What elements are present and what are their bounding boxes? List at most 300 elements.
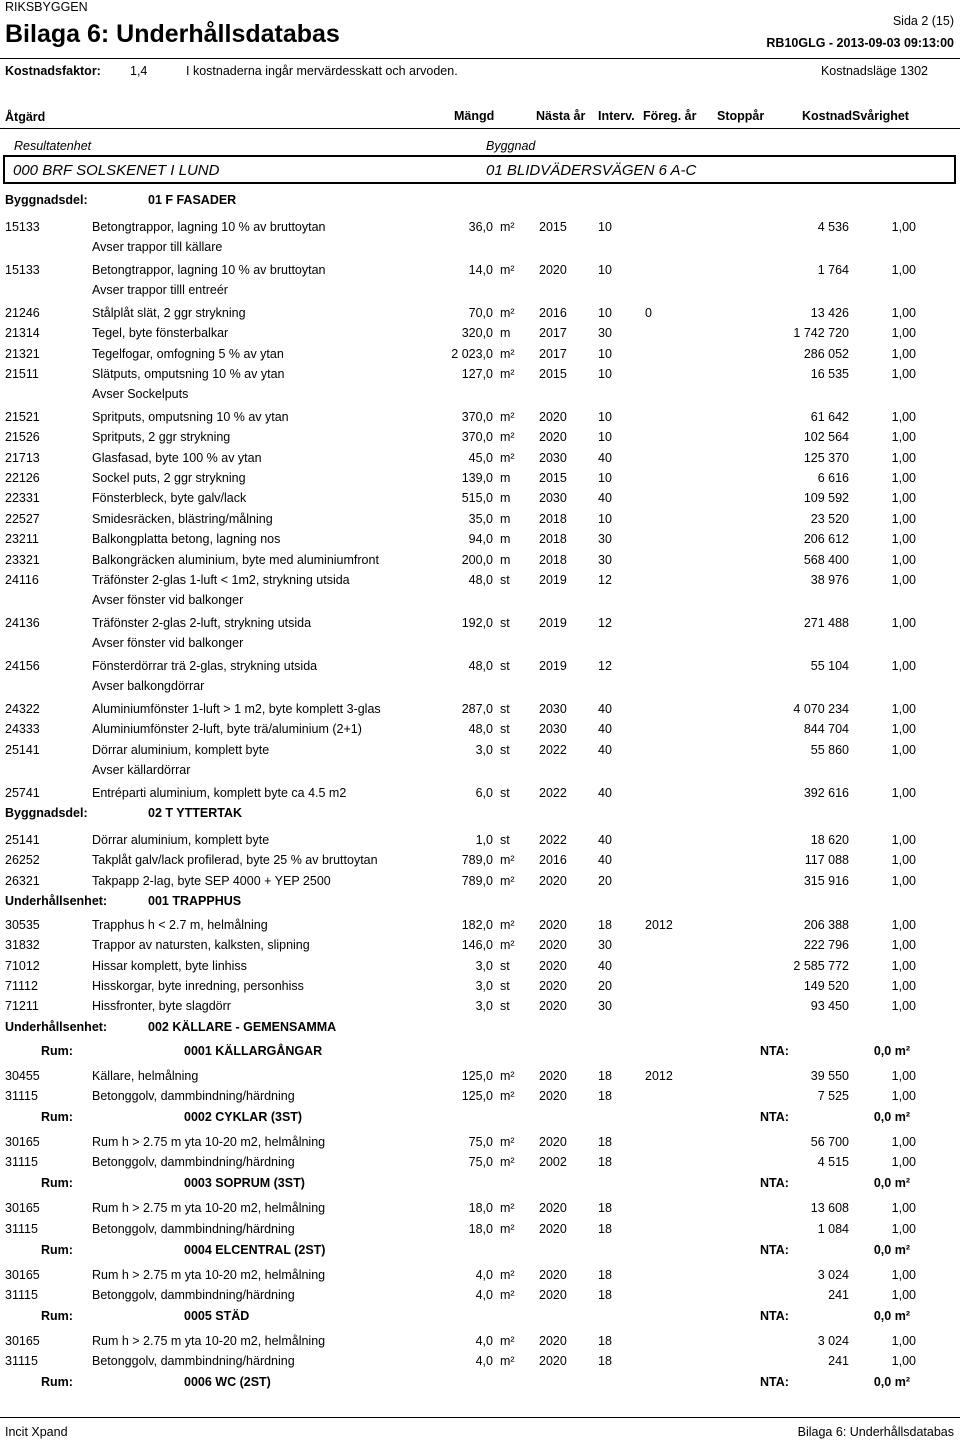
row-interval: 40: [598, 702, 612, 716]
room-value: 0004 ELCENTRAL (2ST): [184, 1243, 326, 1257]
room-value: 0001 KÄLLARGÅNGAR: [184, 1044, 323, 1058]
row-interval: 10: [598, 367, 612, 381]
row-description: Balkongplatta betong, lagning nos: [92, 532, 281, 546]
row-quantity: 515,0: [461, 491, 493, 505]
row-quantity: 75,0: [468, 1155, 493, 1169]
row-cost: 241: [828, 1354, 849, 1368]
row-previous-year: 2012: [645, 918, 673, 932]
row-next-year: 2020: [539, 1222, 567, 1236]
row-interval: 20: [598, 874, 612, 888]
row-code: 30455: [5, 1069, 40, 1083]
row-code: 21321: [5, 347, 40, 361]
row-quantity: 3,0: [475, 979, 493, 993]
row-cost: 1 764: [817, 263, 849, 277]
row-unit: m²: [500, 1069, 515, 1083]
table-row: [0, 1222, 960, 1242]
table-row: [0, 326, 960, 346]
row-interval: 10: [598, 306, 612, 320]
table-row: [0, 306, 960, 326]
row-unit: m²: [500, 1201, 515, 1215]
row-quantity: 94,0: [468, 532, 493, 546]
row-note: [0, 679, 960, 699]
row-difficulty: 1,00: [891, 1268, 916, 1282]
row-note-text: Avser Sockelputs: [92, 387, 189, 401]
row-unit: m²: [500, 853, 515, 867]
row-quantity: 3,0: [475, 999, 493, 1013]
row-difficulty: 1,00: [891, 743, 916, 757]
row-quantity: 127,0: [461, 367, 493, 381]
table-row: [0, 1268, 960, 1288]
row-cost: 125 370: [803, 451, 849, 465]
row-code: 22126: [5, 471, 40, 485]
row-unit: st: [500, 722, 510, 736]
row-quantity: 182,0: [461, 918, 493, 932]
row-unit: st: [500, 616, 510, 630]
page-number: Sida 2 (15): [892, 14, 954, 28]
row-note-text: Avser källardörrar: [92, 763, 191, 777]
row-next-year: 2017: [539, 347, 567, 361]
row-difficulty: 1,00: [891, 1069, 916, 1083]
room-nta-value: 0,0 m²: [873, 1110, 910, 1124]
col-atgard: Åtgärd: [5, 110, 46, 124]
row-unit: st: [500, 999, 510, 1013]
row-interval: 20: [598, 979, 612, 993]
kostnadslage: Kostnadsläge 1302: [820, 64, 928, 78]
col-interv: Interv.: [598, 109, 635, 123]
row-difficulty: 1,00: [891, 1288, 916, 1302]
row-description: Slätputs, omputsning 10 % av ytan: [92, 367, 285, 381]
row-cost: 18 620: [810, 833, 849, 847]
row-cost: 55 860: [810, 743, 849, 757]
row-next-year: 2016: [539, 853, 567, 867]
row-unit: m²: [500, 347, 515, 361]
row-unit: m²: [500, 410, 515, 424]
row-next-year: 2019: [539, 573, 567, 587]
row-code: 21314: [5, 326, 40, 340]
row-difficulty: 1,00: [891, 326, 916, 340]
row-interval: 18: [598, 1354, 612, 1368]
row-unit: st: [500, 979, 510, 993]
row-code: 23211: [5, 532, 39, 546]
row-interval: 10: [598, 263, 612, 277]
table-row: [0, 938, 960, 958]
row-interval: 18: [598, 1268, 612, 1282]
row-interval: 40: [598, 491, 612, 505]
row-cost: 844 704: [803, 722, 849, 736]
table-row: [0, 979, 960, 999]
col-resultatenhet: Resultatenhet: [14, 139, 92, 153]
row-quantity: 14,0: [468, 263, 493, 277]
row-unit: m: [500, 471, 511, 485]
row-difficulty: 1,00: [891, 959, 916, 973]
row-cost: 241: [828, 1288, 849, 1302]
row-code: 24322: [5, 702, 40, 716]
row-difficulty: 1,00: [891, 347, 916, 361]
row-difficulty: 1,00: [891, 918, 916, 932]
table-row: [0, 743, 960, 763]
row-code: 22527: [5, 512, 40, 526]
table-row: [0, 573, 960, 593]
room-label: Rum:: [41, 1375, 73, 1389]
row-code: 24156: [5, 659, 40, 673]
row-difficulty: 1,00: [891, 471, 916, 485]
row-note: [0, 636, 960, 656]
table-row: [0, 263, 960, 283]
section-value: 02 T YTTERTAK: [148, 806, 242, 820]
row-quantity: 370,0: [461, 430, 493, 444]
row-unit: st: [500, 659, 510, 673]
row-difficulty: 1,00: [891, 532, 916, 546]
row-previous-year: 2012: [645, 1069, 673, 1083]
col-mangd: Mängd: [454, 109, 495, 123]
row-next-year: 2022: [539, 743, 567, 757]
row-quantity: 200,0: [461, 553, 493, 567]
row-note-text: Avser trappor till källare: [92, 240, 223, 254]
row-difficulty: 1,00: [891, 1155, 916, 1169]
table-row: [0, 367, 960, 387]
row-cost: 4 070 234: [793, 702, 849, 716]
row-next-year: 2017: [539, 326, 567, 340]
row-difficulty: 1,00: [891, 938, 916, 952]
row-note: [0, 763, 960, 783]
row-cost: 23 520: [810, 512, 849, 526]
row-unit: m: [500, 532, 511, 546]
row-cost: 271 488: [803, 616, 849, 630]
table-row: [0, 853, 960, 873]
row-cost: 13 608: [810, 1201, 849, 1215]
row-unit: m²: [500, 1222, 515, 1236]
row-unit: m²: [500, 306, 515, 320]
row-unit: m²: [500, 220, 515, 234]
room-header: [0, 1243, 960, 1263]
table-row: [0, 532, 960, 552]
table-row: [0, 347, 960, 367]
row-cost: 6 616: [817, 471, 849, 485]
row-unit: m²: [500, 430, 515, 444]
row-interval: 40: [598, 451, 612, 465]
table-row: [0, 410, 960, 430]
row-next-year: 2020: [539, 1089, 567, 1103]
row-unit: m²: [500, 1155, 515, 1169]
row-interval: 10: [598, 430, 612, 444]
row-difficulty: 1,00: [891, 702, 916, 716]
row-interval: 10: [598, 471, 612, 485]
row-quantity: 4,0: [475, 1288, 493, 1302]
row-difficulty: 1,00: [891, 263, 916, 277]
row-interval: 18: [598, 1222, 612, 1236]
col-byggnad: Byggnad: [486, 139, 536, 153]
row-next-year: 2020: [539, 999, 567, 1013]
row-quantity: 125,0: [461, 1089, 493, 1103]
row-description: Glasfasad, byte 100 % av ytan: [92, 451, 262, 465]
row-code: 71012: [5, 959, 40, 973]
room-header: [0, 1110, 960, 1130]
row-code: 21713: [5, 451, 40, 465]
row-cost: 16 535: [810, 367, 849, 381]
row-code: 15133: [5, 220, 40, 234]
org-name: RIKSBYGGEN: [5, 0, 88, 14]
row-description: Smidesräcken, blästring/målning: [92, 512, 273, 526]
row-cost: 315 916: [803, 874, 849, 888]
row-quantity: 146,0: [461, 938, 493, 952]
row-quantity: 6,0: [475, 786, 493, 800]
row-cost: 392 616: [803, 786, 849, 800]
row-code: 30165: [5, 1334, 40, 1348]
row-code: 30165: [5, 1135, 40, 1149]
row-quantity: 3,0: [475, 743, 493, 757]
row-description: Fönsterdörrar trä 2-glas, strykning utsida: [92, 659, 318, 673]
row-quantity: 139,0: [461, 471, 493, 485]
col-kostnad: Kostnad: [802, 109, 852, 123]
section-label: Byggnadsdel:: [5, 193, 88, 207]
row-difficulty: 1,00: [891, 430, 916, 444]
row-next-year: 2020: [539, 918, 567, 932]
row-next-year: 2018: [539, 553, 567, 567]
row-cost: 55 104: [810, 659, 849, 673]
row-next-year: 2018: [539, 512, 567, 526]
row-code: 21526: [5, 430, 40, 444]
row-difficulty: 1,00: [891, 979, 916, 993]
table-row: [0, 553, 960, 573]
row-description: Aluminiumfönster 2-luft, byte trä/aluminium (2+1): [92, 722, 362, 736]
row-interval: 12: [598, 573, 612, 587]
row-difficulty: 1,00: [891, 1089, 916, 1103]
row-unit: m²: [500, 1288, 515, 1302]
table-row: [0, 1201, 960, 1221]
row-description: Balkongräcken aluminium, byte med aluminiumfront: [92, 553, 379, 567]
row-quantity: 18,0: [468, 1201, 493, 1215]
row-difficulty: 1,00: [891, 306, 916, 320]
page-title: Bilaga 6: Underhållsdatabas: [5, 20, 340, 48]
section-header: [0, 894, 960, 914]
row-code: 24136: [5, 616, 40, 630]
row-interval: 18: [598, 1135, 612, 1149]
row-cost: 117 088: [804, 853, 849, 867]
room-nta-label: NTA:: [760, 1375, 789, 1389]
row-description: Betongtrappor, lagning 10 % av bruttoytan: [92, 220, 326, 234]
row-difficulty: 1,00: [891, 1222, 916, 1236]
room-nta-label: NTA:: [760, 1044, 789, 1058]
row-description: Träfönster 2-glas 1-luft < 1m2, strykning utsida: [92, 573, 350, 587]
row-quantity: 18,0: [468, 1222, 493, 1236]
room-nta-value: 0,0 m²: [873, 1044, 910, 1058]
room-header: [0, 1176, 960, 1196]
room-label: Rum:: [41, 1110, 73, 1124]
row-difficulty: 1,00: [891, 512, 916, 526]
row-unit: st: [500, 786, 510, 800]
section-header: [0, 193, 960, 213]
row-description: Källare, helmålning: [92, 1069, 199, 1083]
row-unit: m: [500, 491, 511, 505]
row-unit: m²: [500, 1268, 515, 1282]
row-unit: st: [500, 702, 510, 716]
row-quantity: 320,0: [461, 326, 493, 340]
row-code: 31115: [5, 1222, 38, 1236]
table-row: [0, 430, 960, 450]
row-description: Betonggolv, dammbindning/härdning: [92, 1288, 295, 1302]
row-quantity: 35,0: [468, 512, 493, 526]
row-next-year: 2020: [539, 430, 567, 444]
room-header: [0, 1375, 960, 1395]
row-quantity: 192,0: [461, 616, 493, 630]
footer-right: Bilaga 6: Underhållsdatabas: [797, 1425, 954, 1439]
row-note-text: Avser fönster vid balkonger: [92, 636, 244, 650]
row-unit: m²: [500, 451, 515, 465]
room-value: 0002 CYKLAR (3ST): [184, 1110, 303, 1124]
row-cost: 3 024: [817, 1268, 849, 1282]
col-svarighet: Svårighet: [852, 109, 909, 123]
row-difficulty: 1,00: [891, 786, 916, 800]
row-interval: 10: [598, 512, 612, 526]
row-cost: 61 642: [810, 410, 849, 424]
row-cost: 13 426: [810, 306, 849, 320]
row-quantity: 48,0: [468, 722, 493, 736]
row-quantity: 287,0: [461, 702, 493, 716]
row-quantity: 3,0: [475, 959, 493, 973]
room-header: [0, 1044, 960, 1064]
row-cost: 38 976: [810, 573, 849, 587]
row-cost: 206 612: [803, 532, 849, 546]
col-stoppar: Stoppår: [717, 109, 765, 123]
row-code: 24116: [5, 573, 39, 587]
row-code: 24333: [5, 722, 40, 736]
row-next-year: 2020: [539, 1354, 567, 1368]
table-row: [0, 999, 960, 1019]
row-previous-year: 0: [645, 306, 652, 320]
row-interval: 18: [598, 1201, 612, 1215]
row-cost: 149 520: [803, 979, 849, 993]
row-interval: 18: [598, 1069, 612, 1083]
row-code: 30165: [5, 1268, 40, 1282]
col-nasta-ar: Nästa år: [536, 109, 586, 123]
row-difficulty: 1,00: [891, 853, 916, 867]
row-unit: m: [500, 512, 511, 526]
room-nta-value: 0,0 m²: [873, 1309, 910, 1323]
table-row: [0, 220, 960, 240]
row-next-year: 2020: [539, 979, 567, 993]
row-interval: 40: [598, 853, 612, 867]
row-interval: 30: [598, 999, 612, 1013]
vat-note: I kostnaderna ingår mervärdesskatt och arvoden.: [186, 64, 458, 78]
row-difficulty: 1,00: [891, 491, 916, 505]
footer-divider: [0, 1417, 960, 1418]
row-next-year: 2020: [539, 1268, 567, 1282]
row-unit: m²: [500, 938, 515, 952]
row-difficulty: 1,00: [891, 1334, 916, 1348]
table-row: [0, 1288, 960, 1308]
table-row: [0, 722, 960, 742]
row-interval: 18: [598, 1089, 612, 1103]
room-header: [0, 1309, 960, 1329]
row-next-year: 2020: [539, 959, 567, 973]
row-interval: 40: [598, 959, 612, 973]
row-next-year: 2020: [539, 874, 567, 888]
row-quantity: 4,0: [475, 1268, 493, 1282]
row-next-year: 2002: [539, 1155, 567, 1169]
row-difficulty: 1,00: [891, 410, 916, 424]
row-description: Stålplåt slät, 2 ggr strykning: [92, 306, 246, 320]
row-code: 21521: [5, 410, 40, 424]
table-row: [0, 616, 960, 636]
header-divider: [0, 58, 960, 59]
row-next-year: 2020: [539, 938, 567, 952]
table-row: [0, 959, 960, 979]
row-note: [0, 240, 960, 260]
row-cost: 39 550: [810, 1069, 849, 1083]
row-code: 25741: [5, 786, 40, 800]
table-row: [0, 512, 960, 532]
row-description: Takplåt galv/lack profilerad, byte 25 % av bruttoytan: [92, 853, 378, 867]
row-code: 25141: [5, 743, 40, 757]
row-quantity: 45,0: [468, 451, 493, 465]
room-nta-value: 0,0 m²: [873, 1375, 910, 1389]
row-description: Betonggolv, dammbindning/härdning: [92, 1222, 295, 1236]
row-description: Rum h > 2.75 m yta 10-20 m2, helmålning: [92, 1334, 326, 1348]
table-row: [0, 1334, 960, 1354]
row-code: 15133: [5, 263, 40, 277]
row-description: Betonggolv, dammbindning/härdning: [92, 1354, 295, 1368]
row-difficulty: 1,00: [891, 451, 916, 465]
row-code: 31115: [5, 1089, 38, 1103]
row-interval: 10: [598, 220, 612, 234]
table-row: [0, 471, 960, 491]
row-interval: 30: [598, 553, 612, 567]
table-row: [0, 1069, 960, 1089]
row-next-year: 2030: [539, 451, 567, 465]
row-interval: 10: [598, 410, 612, 424]
row-note: [0, 283, 960, 303]
row-interval: 18: [598, 1334, 612, 1348]
row-description: Tegel, byte fönsterbalkar: [92, 326, 229, 340]
table-row: [0, 874, 960, 894]
row-description: Fönsterbleck, byte galv/lack: [92, 491, 247, 505]
row-quantity: 789,0: [461, 853, 493, 867]
row-unit: st: [500, 833, 510, 847]
row-difficulty: 1,00: [891, 367, 916, 381]
row-description: Tegelfogar, omfogning 5 % av ytan: [92, 347, 284, 361]
row-interval: 40: [598, 743, 612, 757]
row-interval: 30: [598, 326, 612, 340]
room-label: Rum:: [41, 1243, 73, 1257]
row-next-year: 2020: [539, 1069, 567, 1083]
footer-left: Incit Xpand: [5, 1425, 68, 1439]
row-interval: 40: [598, 722, 612, 736]
row-next-year: 2015: [539, 220, 567, 234]
row-quantity: 4,0: [475, 1354, 493, 1368]
row-description: Rum h > 2.75 m yta 10-20 m2, helmålning: [92, 1268, 326, 1282]
row-difficulty: 1,00: [891, 553, 916, 567]
resultatenhet-value: 000 BRF SOLSKENET I LUND: [13, 162, 220, 179]
table-row: [0, 451, 960, 471]
row-next-year: 2030: [539, 722, 567, 736]
row-quantity: 75,0: [468, 1135, 493, 1149]
row-code: 26252: [5, 853, 40, 867]
row-note-text: Avser trappor tilll entreér: [92, 283, 228, 297]
row-next-year: 2016: [539, 306, 567, 320]
table-row: [0, 833, 960, 853]
row-difficulty: 1,00: [891, 659, 916, 673]
row-unit: m²: [500, 367, 515, 381]
row-description: Spritputs, omputsning 10 % av ytan: [92, 410, 289, 424]
row-quantity: 2 023,0: [451, 347, 493, 361]
table-row: [0, 786, 960, 806]
room-value: 0003 SOPRUM (3ST): [184, 1176, 305, 1190]
row-code: 31115: [5, 1354, 38, 1368]
row-interval: 30: [598, 938, 612, 952]
row-description: Sockel puts, 2 ggr strykning: [92, 471, 246, 485]
row-unit: m: [500, 553, 511, 567]
row-unit: m²: [500, 918, 515, 932]
